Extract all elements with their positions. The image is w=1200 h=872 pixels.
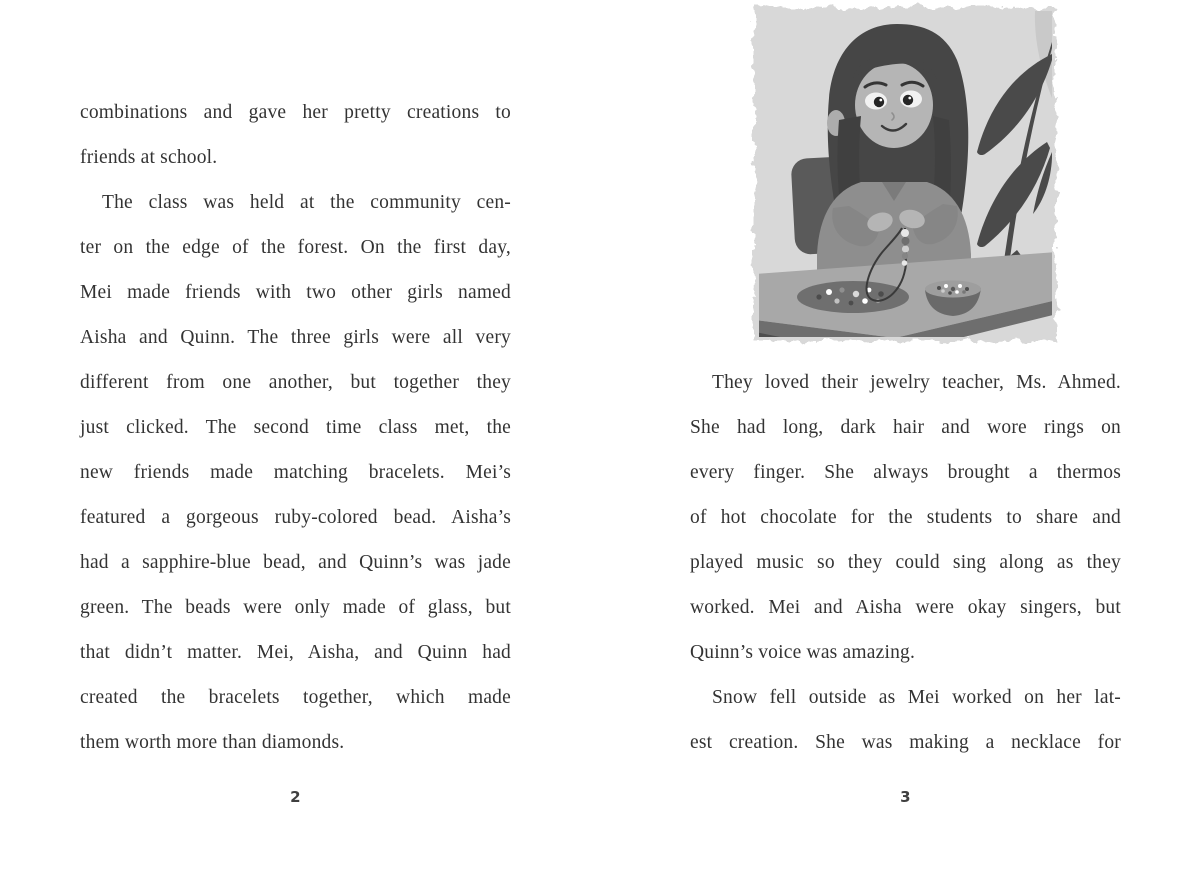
girl xyxy=(817,24,971,272)
text-line: combinations and gave her pretty creations to xyxy=(80,102,511,123)
text-line: them worth more than diamonds. xyxy=(80,732,345,753)
text-line: Mei made friends with two other girls named xyxy=(80,282,511,303)
text-line: The class was held at the community cen- xyxy=(102,192,511,213)
text-line: featured a gorgeous ruby-colored bead. Aisha’s xyxy=(80,507,511,528)
text-line: worked. Mei and Aisha were okay singers, but xyxy=(690,597,1121,618)
text-line: of hot chocolate for the students to share and xyxy=(690,507,1121,528)
text-line: She had long, dark hair and wore rings on xyxy=(690,417,1121,438)
text-line: just clicked. The second time class met, the xyxy=(80,417,511,438)
text-line: They loved their jewelry teacher, Ms. Ahmed. xyxy=(712,372,1121,393)
text-line: had a sapphire-blue bead, and Quinn’s was jade xyxy=(80,552,511,573)
text-line: every finger. She always brought a thermos xyxy=(690,462,1121,483)
text-line: Aisha and Quinn. The three girls were all very xyxy=(80,327,511,348)
text-line: Quinn’s voice was amazing. xyxy=(690,642,916,663)
page-left-text xyxy=(80,90,511,817)
text-line: different from one another, but together they xyxy=(80,372,511,393)
story-illustration xyxy=(747,2,1063,348)
text-line: that didn’t matter. Mei, Aisha, and Quinn had xyxy=(80,642,511,663)
text-line: green. The beads were only made of glass, but xyxy=(80,597,511,618)
text-line: ter on the edge of the forest. On the first day, xyxy=(80,237,511,258)
text-line: played music so they could sing along as they xyxy=(690,552,1121,573)
page-number-left: 2 xyxy=(290,788,301,806)
text-line: Snow fell outside as Mei worked on her lat- xyxy=(712,687,1121,708)
text-line: est creation. She was making a necklace for xyxy=(690,732,1121,753)
text-line: new friends made matching bracelets. Mei’s xyxy=(80,462,511,483)
text-line: friends at school. xyxy=(80,147,218,168)
illustration-svg xyxy=(747,2,1063,348)
text-line: created the bracelets together, which made xyxy=(80,687,511,708)
bead-plate xyxy=(797,281,909,313)
page-right-text xyxy=(690,360,1121,817)
page-number-right: 3 xyxy=(900,788,911,806)
